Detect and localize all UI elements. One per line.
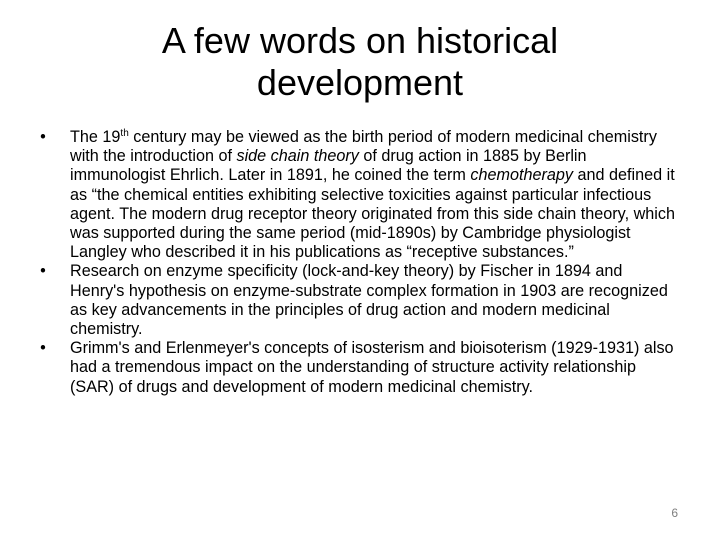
- bullet-text: Grimm's and Erlenmeyer's concepts of isosterism and bioisoterism (1929-1931) also had a tremendous impact on the understanding of structure activity relationship (SAR) of drugs and development of modern medicinal chemistry.: [70, 339, 674, 396]
- page-number: 6: [671, 506, 678, 520]
- bullet-item: [36, 262, 676, 339]
- italic-term-side-chain-theory: side chain theory: [236, 147, 359, 166]
- bullet-text-part: of drug action in 1885 by Berlin immunologist Ehrlich. Later in 1891, he coined the term: [70, 147, 587, 185]
- italic-term-chemotherapy: chemotherapy: [470, 166, 573, 185]
- bullet-item: [36, 339, 676, 397]
- slide-title-line-1: A few words on historical: [161, 20, 559, 61]
- bullet-text: Research on enzyme specificity (lock-and-key theory) by Fischer in 1894 and Henry's hypothesis on enzyme-substrate complex formation in 1903 are recognized as key advancements in the principles of drug action and modern medicinal chemistry.: [70, 262, 668, 339]
- bullet-dot-icon: •: [40, 262, 46, 281]
- bullet-text-part: century may be viewed as the birth period of modern medicinal chemistry with the introduction of: [70, 128, 657, 166]
- bullet-text-part: The 19: [70, 128, 121, 146]
- bullet-text: [70, 128, 675, 261]
- slide-title-line-2: development: [256, 62, 464, 103]
- bullet-dot-icon: •: [40, 339, 46, 358]
- bullet-item: [36, 128, 676, 262]
- bullet-list: [36, 128, 676, 397]
- bullet-text-part: and defined it as “the chemical entities exhibiting selective toxicities against particular infectious agent. The modern drug receptor theory originated from this side chain theory, which was supported during the same period (mid-1890s) by Cambridge physiologist Langley who described it in his publications as “receptive substances.”: [70, 166, 675, 262]
- bullet-dot-icon: •: [40, 128, 46, 146]
- ordinal-superscript: th: [120, 127, 129, 139]
- slide-title: [60, 20, 660, 104]
